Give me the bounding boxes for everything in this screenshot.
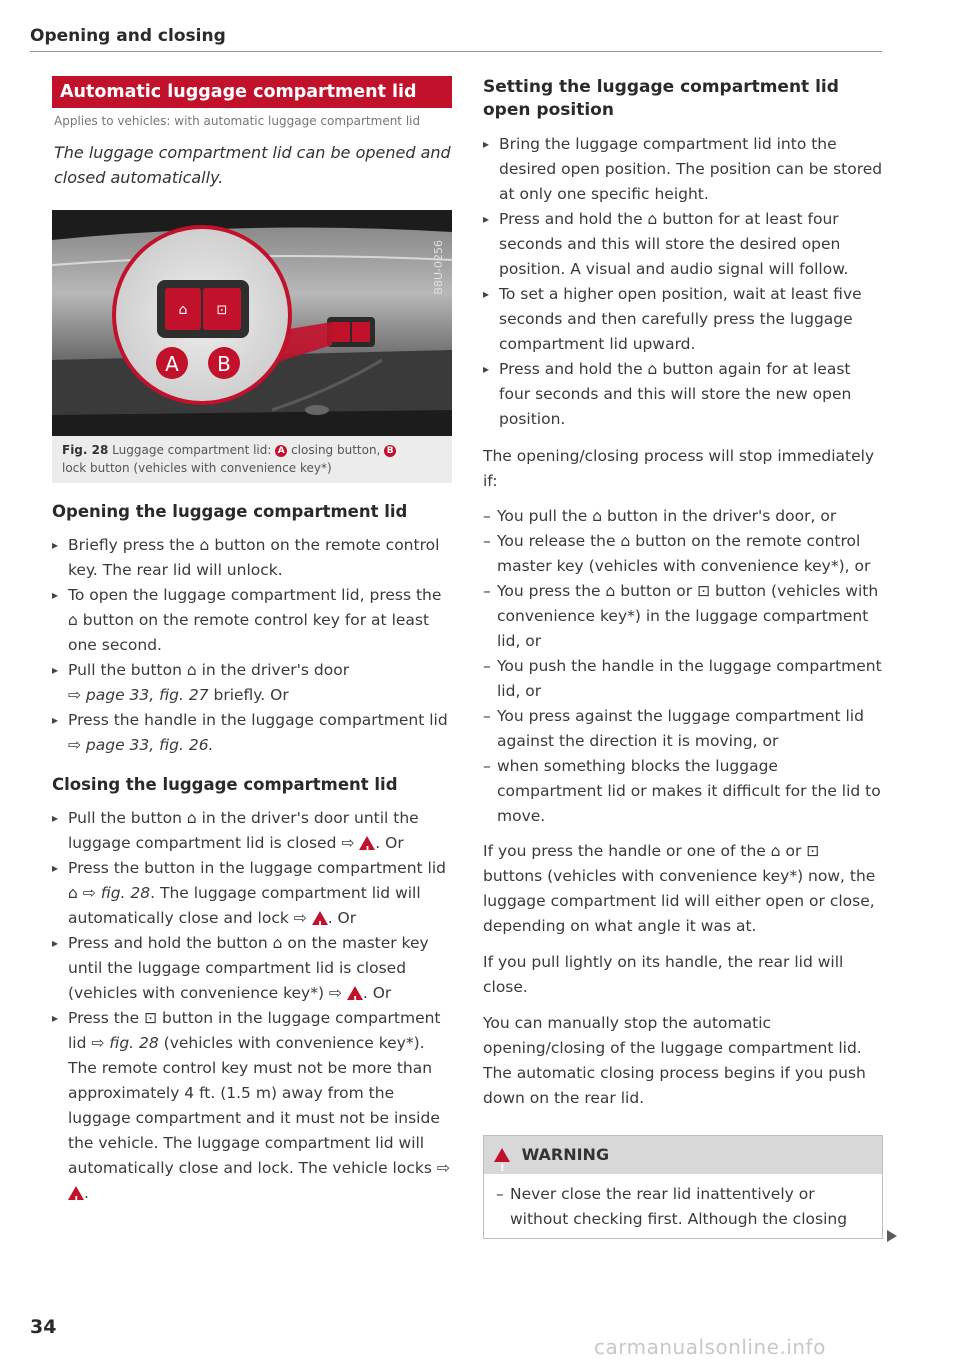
pull-paragraph: If you pull lightly on its handle, the rear lid will close. (483, 953, 844, 996)
left-column (52, 76, 452, 1206)
header-divider (30, 51, 882, 52)
close-step-2-ref[interactable]: ⇨ fig. 28 (82, 884, 151, 902)
open-step-4 (52, 708, 452, 758)
stop-condition-5: – You press against the luggage compartment lid against the direction it is moving, or (483, 704, 883, 754)
applies-note: Applies to vehicles: with automatic luggage compartment lid (54, 114, 421, 128)
close-step-2-text: Press the button in the luggage compartment lid ⌂ (68, 859, 446, 902)
caption-label-a: A (275, 445, 287, 457)
close-step-2-mid: . The luggage compartment lid will automatically close and lock ⇨ (68, 884, 421, 927)
set-step-2: ▸ Press and hold the ⌂ button for at least four seconds and this will store the desired open position. A visual and audio signal will follow. (483, 207, 883, 282)
warning-icon[interactable] (68, 1186, 84, 1200)
stop-condition-3: – You press the ⌂ button or ⊡ button (vehicles with convenience key*) in the luggage compartment lid, or (483, 579, 883, 654)
page-number: 34 (30, 1316, 57, 1338)
heading-closing: Closing the luggage compartment lid (52, 775, 398, 794)
open-step-3-tail: briefly. Or (208, 686, 289, 704)
warning-header (484, 1136, 882, 1174)
open-step-2: ▸ To open the luggage compartment lid, press the ⌂ button on the remote control key for at least one second. (52, 583, 452, 658)
stop-condition-2: – You release the ⌂ button on the remote control master key (vehicles with convenience key*), or (483, 529, 883, 579)
svg-text:⊡: ⊡ (216, 303, 228, 318)
manual-stop-paragraph: You can manually stop the automatic opening/closing of the luggage compartment lid. The automatic closing process begins if you push down on the rear lid. (483, 1014, 866, 1107)
right-column (483, 76, 883, 1239)
close-step-3-tail: . Or (362, 984, 392, 1002)
watermark: carmanualsonline.info (594, 1335, 826, 1359)
figure-caption (52, 436, 452, 483)
warning-icon[interactable] (312, 911, 328, 925)
warning-icon[interactable] (359, 836, 375, 850)
set-step-4: ▸ Press and hold the ⌂ button again for at least four seconds and this will store the new open position. (483, 357, 883, 432)
caption-text-1: Luggage compartment lid: (112, 443, 272, 457)
open-step-3-text: Pull the button ⌂ in the driver's door (68, 661, 350, 679)
section-title: Automatic luggage compartment lid (52, 76, 452, 108)
close-step-1-text: Pull the button ⌂ in the driver's door until the luggage compartment lid is closed ⇨ (68, 809, 419, 852)
close-step-4 (52, 1006, 452, 1206)
close-step-3-text: Press and hold the button ⌂ on the master key until the luggage compartment lid is closed (vehicles with convenience key*) ⇨ (68, 934, 429, 1002)
heading-open-position: Setting the luggage compartment lid open position (483, 77, 839, 120)
open-step-4-text: Press the handle in the luggage compartment lid (68, 711, 448, 729)
caption-text-3: lock button (vehicles with convenience key*) (62, 461, 332, 475)
caption-text-2: closing button, (291, 443, 381, 457)
caption-label-b: B (384, 445, 396, 457)
figure-28 (52, 210, 452, 436)
open-step-4-ref[interactable]: ⇨ page 33, fig. 26. (68, 736, 214, 754)
heading-opening: Opening the luggage compartment lid (52, 502, 408, 521)
warning-icon (494, 1148, 510, 1162)
svg-text:⌂: ⌂ (178, 302, 188, 318)
set-step-3: ▸ To set a higher open position, wait at least five seconds and then carefully press the luggage compartment lid upward. (483, 282, 883, 357)
page-header: Opening and closing (30, 26, 226, 46)
warning-title: WARNING (521, 1145, 610, 1164)
close-step-4-text: Press the ⊡ button in the luggage compartment lid (68, 1009, 441, 1052)
luggage-lid-illustration (52, 210, 452, 436)
open-step-1: ▸ Briefly press the ⌂ button on the remote control key. The rear lid will unlock. (52, 533, 452, 583)
warning-item-1: – Never close the rear lid inattentively or without checking first. Although the closing (496, 1182, 872, 1232)
figure-label-b: B (217, 352, 231, 376)
warning-body (484, 1174, 882, 1238)
stop-intro: The opening/closing process will stop immediately if: (483, 447, 875, 490)
close-step-1 (52, 806, 452, 856)
stop-condition-1: – You pull the ⌂ button in the driver's door, or (483, 504, 883, 529)
figure-label-a: A (165, 352, 179, 376)
stop-condition-6: – when something blocks the luggage compartment lid or makes it difficult for the lid to move. (483, 754, 883, 829)
close-step-4-ref[interactable]: ⇨ fig. 28 (91, 1034, 159, 1052)
warning-box (483, 1135, 883, 1239)
close-step-1-tail: . Or (375, 834, 404, 852)
handle-paragraph: If you press the handle or one of the ⌂ or ⊡ buttons (vehicles with convenience key*) now, the luggage compartment lid will either open or close, depending on what angle it was at. (483, 842, 876, 935)
close-step-2-tail: . Or (327, 909, 357, 927)
figure-code: B8U-0256 (432, 240, 445, 295)
close-step-4-tail: . (84, 1184, 89, 1202)
close-step-4-mid: (vehicles with convenience key*). The remote control key must not be more than approximately 4 ft. (1.5 m) away from the luggage compartment and it must not be inside the vehicle. The luggage compartment lid will automatically close and lock. The vehicle locks ⇨ (68, 1034, 450, 1177)
stop-condition-4: – You push the handle in the luggage compartment lid, or (483, 654, 883, 704)
continue-arrow-icon (887, 1230, 897, 1242)
set-step-1: ▸ Bring the luggage compartment lid into the desired open position. The position can be stored at only one specific height. (483, 132, 883, 207)
caption-fig-number: Fig. 28 (62, 443, 109, 457)
warning-icon[interactable] (347, 986, 363, 1000)
open-step-3 (52, 658, 452, 708)
intro-text: The luggage compartment lid can be opened and closed automatically. (54, 143, 451, 187)
open-step-3-ref[interactable]: ⇨ page 33, fig. 27 (68, 686, 209, 704)
close-step-2 (52, 856, 452, 931)
close-step-3 (52, 931, 452, 1006)
